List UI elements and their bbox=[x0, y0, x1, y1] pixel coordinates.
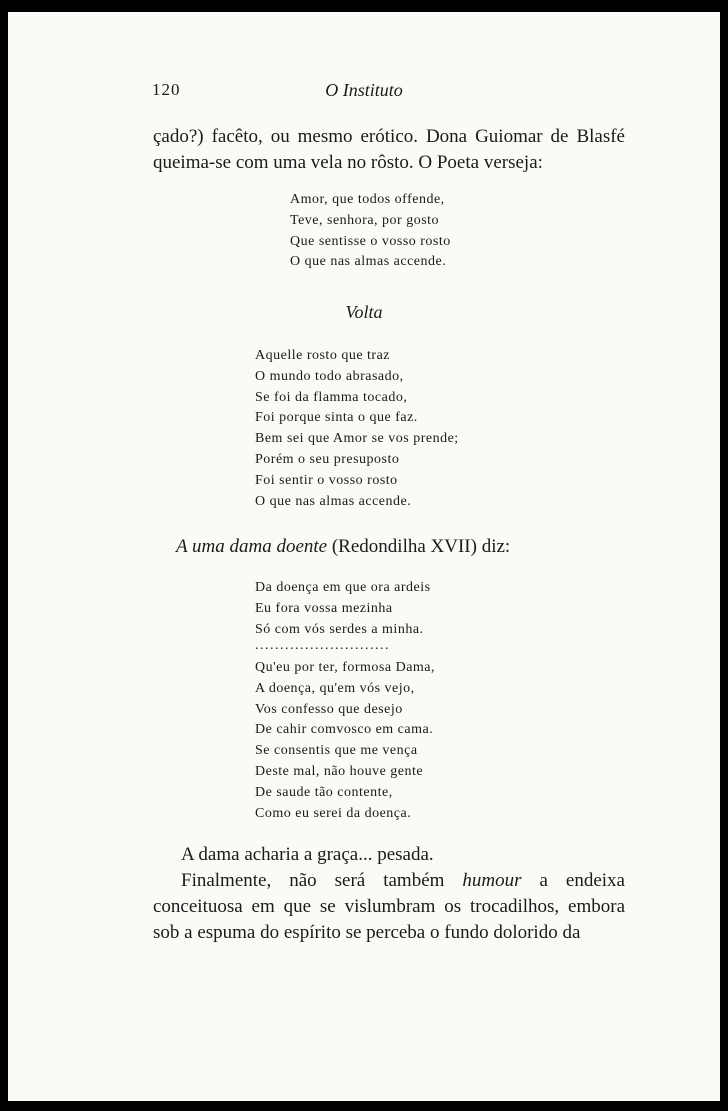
verse-line: Deste mal, não houve gente bbox=[255, 763, 424, 779]
intro-title: A uma dama doente bbox=[176, 536, 328, 557]
verse-line: Teve, senhora, por gosto bbox=[290, 212, 440, 228]
closing-line: A dama acharia a graça... pesada. bbox=[181, 844, 434, 865]
closing-para bbox=[153, 868, 625, 946]
verse-line: Foi sentir o vosso rosto bbox=[255, 472, 398, 488]
page-number: 120 bbox=[152, 80, 181, 99]
stanza-one bbox=[290, 190, 451, 273]
verse-line: O que nas almas accende. bbox=[255, 493, 412, 509]
verse-line: O mundo todo abrasado, bbox=[255, 368, 404, 384]
running-title: O Instituto bbox=[325, 80, 403, 100]
verse-line: Se consentis que me vença bbox=[255, 743, 418, 759]
closing-para-italic: humour bbox=[462, 870, 522, 891]
verse-line: Foi porque sinta o que faz. bbox=[255, 410, 418, 426]
verse-line: De cahir comvosco em cama. bbox=[255, 722, 434, 738]
stanza-four bbox=[255, 658, 435, 824]
intro-rest: (Redondilha XVII) diz: bbox=[327, 536, 511, 557]
ellipsis-line: ........................... bbox=[255, 638, 390, 653]
page-header bbox=[8, 80, 720, 104]
closing-paragraph bbox=[153, 842, 625, 946]
verse-line: O que nas almas accende. bbox=[290, 254, 447, 270]
opening-line-1: çado?) facêto, ou mesmo erótico. Dona Guiomar de Blasfé bbox=[153, 126, 625, 147]
opening-paragraph bbox=[153, 124, 625, 176]
verse-line: Amor, que todos offende, bbox=[290, 192, 445, 207]
verse-line: Eu fora vossa mezinha bbox=[255, 600, 393, 616]
volta-heading: Volta bbox=[345, 302, 383, 322]
verse-line: Da doença em que ora ardeis bbox=[255, 580, 431, 595]
intro-line bbox=[176, 536, 510, 558]
verse-line: Porém o seu presuposto bbox=[255, 451, 400, 467]
stanza-three bbox=[255, 578, 431, 640]
verse-line: Qu'eu por ter, formosa Dama, bbox=[255, 660, 436, 675]
verse-line: Bem sei que Amor se vos prende; bbox=[255, 431, 459, 447]
closing-para-rest: a endeixa conceituosa em que se vislumbram os trocadilhos, embora sob a espuma do espírito se perceba o fundo dolorido da bbox=[153, 870, 625, 943]
verse-line: Aquelle rosto que traz bbox=[255, 348, 391, 363]
verse-line: Só com vós serdes a minha. bbox=[255, 621, 424, 637]
stanza-two bbox=[255, 346, 459, 512]
verse-line: Que sentisse o vosso rosto bbox=[290, 233, 451, 249]
closing-para-start: Finalmente, não será também bbox=[181, 870, 463, 891]
verse-line: Se foi da flamma tocado, bbox=[255, 389, 408, 405]
opening-line-2: queima-se com uma vela no rôsto. O Poeta versejа: bbox=[153, 152, 543, 173]
verse-line: Como eu serei da doença. bbox=[255, 805, 412, 821]
verse-line: Vos confesso que desejo bbox=[255, 701, 403, 717]
verse-line: A doença, qu'em vós vejo, bbox=[255, 680, 415, 696]
book-page bbox=[8, 12, 720, 1101]
verse-line: De saude tão contente, bbox=[255, 784, 393, 800]
